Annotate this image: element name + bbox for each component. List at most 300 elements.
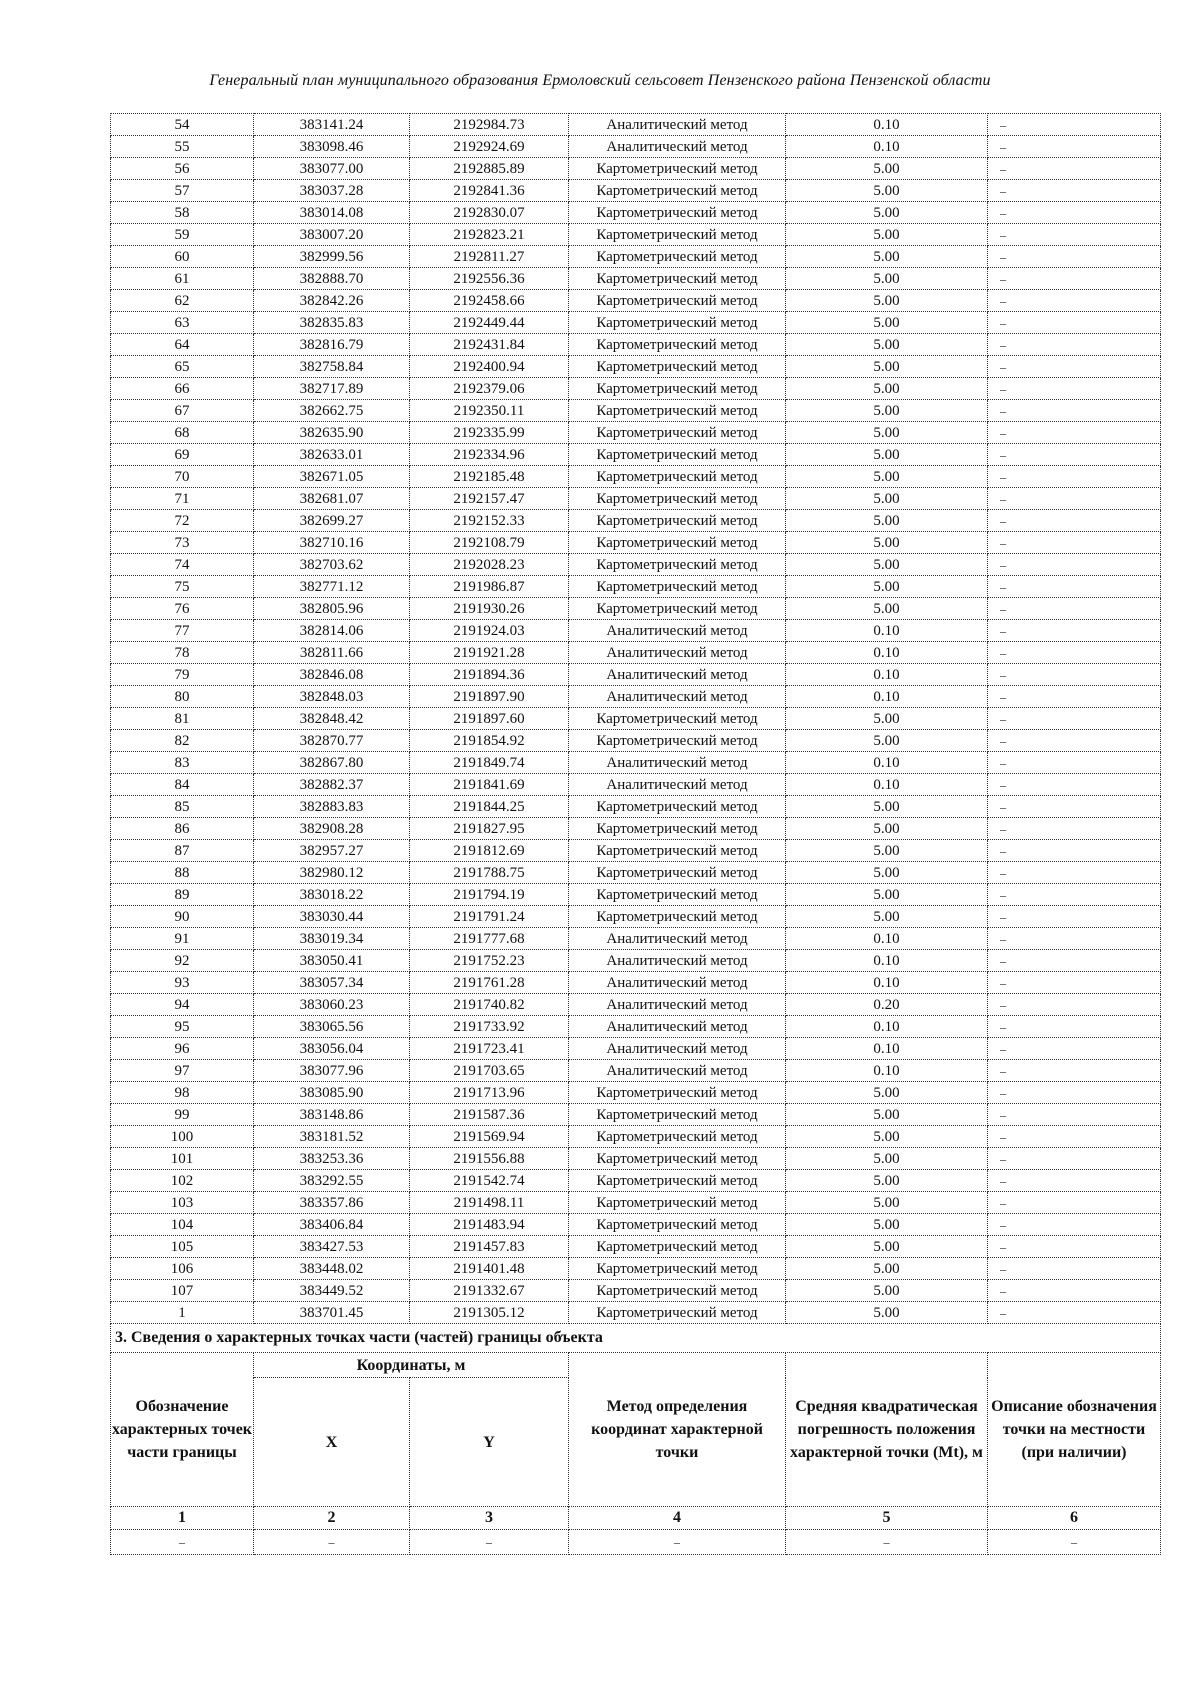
y-coordinate-cell: 2192431.84	[410, 334, 569, 356]
y-coordinate-cell: 2191930.26	[410, 598, 569, 620]
column-number-1: 1	[111, 1507, 254, 1530]
point-number-cell: 93	[111, 972, 254, 994]
y-coordinate-cell: 2192379.06	[410, 378, 569, 400]
table-row	[111, 620, 1161, 642]
y-coordinate-cell: 2191305.12	[410, 1302, 569, 1324]
x-coordinate-cell: 383007.20	[254, 224, 410, 246]
column-number-6: 6	[988, 1507, 1161, 1530]
x-coordinate-cell: 382699.27	[254, 510, 410, 532]
accuracy-cell: 5.00	[786, 598, 988, 620]
remark-cell: –	[988, 488, 1161, 510]
remark-cell: –	[988, 1192, 1161, 1214]
remark-cell: –	[988, 620, 1161, 642]
method-cell: Картометрический метод	[569, 1214, 786, 1236]
method-cell: Картометрический метод	[569, 290, 786, 312]
remark-cell: –	[988, 752, 1161, 774]
accuracy-cell: 5.00	[786, 1148, 988, 1170]
y-coordinate-cell: 2191752.23	[410, 950, 569, 972]
y-coordinate-cell: 2191897.60	[410, 708, 569, 730]
point-number-cell: 97	[111, 1060, 254, 1082]
table-row	[111, 466, 1161, 488]
x-coordinate-cell: 382835.83	[254, 312, 410, 334]
x-coordinate-cell: 383448.02	[254, 1258, 410, 1280]
y-coordinate-cell: 2192449.44	[410, 312, 569, 334]
method-cell: Аналитический метод	[569, 620, 786, 642]
table-row	[111, 752, 1161, 774]
table-row	[111, 268, 1161, 290]
point-number-cell: 106	[111, 1258, 254, 1280]
table-row	[111, 1302, 1161, 1324]
method-cell: Картометрический метод	[569, 356, 786, 378]
method-cell: Картометрический метод	[569, 1104, 786, 1126]
accuracy-cell: 5.00	[786, 1104, 988, 1126]
point-number-cell: 81	[111, 708, 254, 730]
y-coordinate-cell: 2192334.96	[410, 444, 569, 466]
table-row	[111, 950, 1161, 972]
point-number-cell: 66	[111, 378, 254, 400]
method-cell: Картометрический метод	[569, 180, 786, 202]
point-number-cell: 88	[111, 862, 254, 884]
remark-cell: –	[988, 246, 1161, 268]
table-row	[111, 1214, 1161, 1236]
accuracy-cell: 5.00	[786, 444, 988, 466]
point-number-cell: 67	[111, 400, 254, 422]
table-row	[111, 708, 1161, 730]
method-cell: Картометрический метод	[569, 1280, 786, 1302]
accuracy-cell: 5.00	[786, 1170, 988, 1192]
accuracy-cell: 5.00	[786, 554, 988, 576]
y-coordinate-cell: 2191733.92	[410, 1016, 569, 1038]
remark-cell: –	[988, 1038, 1161, 1060]
point-number-cell: 78	[111, 642, 254, 664]
remark-cell: –	[988, 532, 1161, 554]
section-3-title: 3. Сведения о характерных точках части (частей) границы объекта	[111, 1324, 1161, 1353]
accuracy-cell: 5.00	[786, 246, 988, 268]
point-number-cell: 74	[111, 554, 254, 576]
table-row	[111, 356, 1161, 378]
method-cell: Картометрический метод	[569, 796, 786, 818]
table-row	[111, 774, 1161, 796]
method-cell: Аналитический метод	[569, 686, 786, 708]
table-row	[111, 1016, 1161, 1038]
x-coordinate-cell: 382703.62	[254, 554, 410, 576]
empty-cell: –	[254, 1530, 410, 1555]
method-cell: Картометрический метод	[569, 1126, 786, 1148]
table-row	[111, 972, 1161, 994]
x-coordinate-cell: 382883.83	[254, 796, 410, 818]
document-header: Генеральный план муниципального образования Ермоловский сельсовет Пензенского района Пензенской области	[209, 72, 991, 89]
remark-cell: –	[988, 202, 1161, 224]
x-coordinate-cell: 383018.22	[254, 884, 410, 906]
table-row	[111, 554, 1161, 576]
point-number-cell: 98	[111, 1082, 254, 1104]
method-cell: Аналитический метод	[569, 1038, 786, 1060]
table-row	[111, 114, 1161, 136]
x-coordinate-cell: 383141.24	[254, 114, 410, 136]
table-row	[111, 906, 1161, 928]
x-coordinate-cell: 383449.52	[254, 1280, 410, 1302]
accuracy-cell: 0.10	[786, 950, 988, 972]
remark-cell: –	[988, 1082, 1161, 1104]
accuracy-cell: 5.00	[786, 708, 988, 730]
point-number-cell: 63	[111, 312, 254, 334]
accuracy-cell: 0.10	[786, 686, 988, 708]
point-number-cell: 56	[111, 158, 254, 180]
y-coordinate-cell: 2191761.28	[410, 972, 569, 994]
remark-cell: –	[988, 510, 1161, 532]
remark-cell: –	[988, 1016, 1161, 1038]
accuracy-cell: 0.10	[786, 972, 988, 994]
header-accuracy: Средняя квадратическая погрешность положения характерной точки (Mt), м	[786, 1353, 988, 1507]
method-cell: Аналитический метод	[569, 774, 786, 796]
remark-cell: –	[988, 1126, 1161, 1148]
y-coordinate-cell: 2191542.74	[410, 1170, 569, 1192]
table-row	[111, 1104, 1161, 1126]
x-coordinate-cell: 382999.56	[254, 246, 410, 268]
point-number-cell: 58	[111, 202, 254, 224]
accuracy-cell: 5.00	[786, 1280, 988, 1302]
x-coordinate-cell: 382848.42	[254, 708, 410, 730]
remark-cell: –	[988, 862, 1161, 884]
method-cell: Картометрический метод	[569, 730, 786, 752]
accuracy-cell: 5.00	[786, 268, 988, 290]
point-number-cell: 70	[111, 466, 254, 488]
accuracy-cell: 0.10	[786, 114, 988, 136]
x-coordinate-cell: 382888.70	[254, 268, 410, 290]
y-coordinate-cell: 2192108.79	[410, 532, 569, 554]
remark-cell: –	[988, 774, 1161, 796]
y-coordinate-cell: 2192350.11	[410, 400, 569, 422]
method-cell: Картометрический метод	[569, 202, 786, 224]
table-row	[111, 1126, 1161, 1148]
point-number-cell: 72	[111, 510, 254, 532]
method-cell: Картометрический метод	[569, 422, 786, 444]
remark-cell: –	[988, 906, 1161, 928]
point-number-cell: 68	[111, 422, 254, 444]
point-number-cell: 103	[111, 1192, 254, 1214]
y-coordinate-cell: 2191844.25	[410, 796, 569, 818]
accuracy-cell: 5.00	[786, 884, 988, 906]
table-row	[111, 510, 1161, 532]
accuracy-cell: 5.00	[786, 290, 988, 312]
accuracy-cell: 0.10	[786, 1060, 988, 1082]
y-coordinate-cell: 2191849.74	[410, 752, 569, 774]
point-number-cell: 107	[111, 1280, 254, 1302]
x-coordinate-cell: 382842.26	[254, 290, 410, 312]
accuracy-cell: 5.00	[786, 730, 988, 752]
method-cell: Картометрический метод	[569, 1302, 786, 1324]
remark-cell: –	[988, 972, 1161, 994]
method-cell: Аналитический метод	[569, 950, 786, 972]
table-row	[111, 642, 1161, 664]
table-row	[111, 1082, 1161, 1104]
accuracy-cell: 5.00	[786, 356, 988, 378]
x-coordinate-cell: 382814.06	[254, 620, 410, 642]
method-cell: Картометрический метод	[569, 906, 786, 928]
table-row	[111, 202, 1161, 224]
table-row	[111, 928, 1161, 950]
accuracy-cell: 5.00	[786, 818, 988, 840]
point-number-cell: 95	[111, 1016, 254, 1038]
table-row	[111, 862, 1161, 884]
method-cell: Картометрический метод	[569, 466, 786, 488]
y-coordinate-cell: 2191498.11	[410, 1192, 569, 1214]
method-cell: Картометрический метод	[569, 1148, 786, 1170]
remark-cell: –	[988, 114, 1161, 136]
point-number-cell: 96	[111, 1038, 254, 1060]
table-row	[111, 290, 1161, 312]
accuracy-cell: 0.10	[786, 1016, 988, 1038]
y-coordinate-cell: 2191827.95	[410, 818, 569, 840]
x-coordinate-cell: 382957.27	[254, 840, 410, 862]
table-row	[111, 312, 1161, 334]
accuracy-cell: 5.00	[786, 378, 988, 400]
remark-cell: –	[988, 1104, 1161, 1126]
accuracy-cell: 5.00	[786, 1082, 988, 1104]
point-number-cell: 94	[111, 994, 254, 1016]
table-row	[111, 730, 1161, 752]
y-coordinate-cell: 2192841.36	[410, 180, 569, 202]
table-row	[111, 576, 1161, 598]
x-coordinate-cell: 383077.96	[254, 1060, 410, 1082]
remark-cell: –	[988, 818, 1161, 840]
accuracy-cell: 5.00	[786, 422, 988, 444]
x-coordinate-cell: 383357.86	[254, 1192, 410, 1214]
table-row	[111, 1258, 1161, 1280]
table-row	[111, 1192, 1161, 1214]
x-coordinate-cell: 382811.66	[254, 642, 410, 664]
method-cell: Картометрический метод	[569, 532, 786, 554]
point-number-cell: 60	[111, 246, 254, 268]
method-cell: Картометрический метод	[569, 840, 786, 862]
remark-cell: –	[988, 422, 1161, 444]
table-row	[111, 1170, 1161, 1192]
empty-cell: –	[786, 1530, 988, 1555]
remark-cell: –	[988, 444, 1161, 466]
x-coordinate-cell: 383148.86	[254, 1104, 410, 1126]
x-coordinate-cell: 383057.34	[254, 972, 410, 994]
accuracy-cell: 5.00	[786, 1214, 988, 1236]
accuracy-cell: 5.00	[786, 1302, 988, 1324]
remark-cell: –	[988, 1280, 1161, 1302]
method-cell: Картометрический метод	[569, 1170, 786, 1192]
method-cell: Картометрический метод	[569, 884, 786, 906]
x-coordinate-cell: 382848.03	[254, 686, 410, 708]
table-row	[111, 400, 1161, 422]
point-number-cell: 69	[111, 444, 254, 466]
y-coordinate-cell: 2192028.23	[410, 554, 569, 576]
point-number-cell: 61	[111, 268, 254, 290]
y-coordinate-cell: 2192152.33	[410, 510, 569, 532]
point-number-cell: 55	[111, 136, 254, 158]
point-number-cell: 101	[111, 1148, 254, 1170]
y-coordinate-cell: 2191788.75	[410, 862, 569, 884]
y-coordinate-cell: 2191854.92	[410, 730, 569, 752]
point-number-cell: 71	[111, 488, 254, 510]
table-row	[111, 796, 1161, 818]
method-cell: Картометрический метод	[569, 224, 786, 246]
x-coordinate-cell: 382816.79	[254, 334, 410, 356]
x-coordinate-cell: 383014.08	[254, 202, 410, 224]
accuracy-cell: 5.00	[786, 400, 988, 422]
remark-cell: –	[988, 884, 1161, 906]
point-number-cell: 90	[111, 906, 254, 928]
point-number-cell: 91	[111, 928, 254, 950]
header-x: X	[254, 1378, 410, 1507]
remark-cell: –	[988, 400, 1161, 422]
point-number-cell: 73	[111, 532, 254, 554]
remark-cell: –	[988, 1236, 1161, 1258]
point-number-cell: 59	[111, 224, 254, 246]
y-coordinate-cell: 2191841.69	[410, 774, 569, 796]
y-coordinate-cell: 2192984.73	[410, 114, 569, 136]
remark-cell: –	[988, 136, 1161, 158]
table-row	[111, 664, 1161, 686]
table-row	[111, 1060, 1161, 1082]
point-number-cell: 105	[111, 1236, 254, 1258]
y-coordinate-cell: 2191587.36	[410, 1104, 569, 1126]
accuracy-cell: 5.00	[786, 576, 988, 598]
x-coordinate-cell: 382980.12	[254, 862, 410, 884]
point-number-cell: 80	[111, 686, 254, 708]
x-coordinate-cell: 383427.53	[254, 1236, 410, 1258]
empty-cell: –	[410, 1530, 569, 1555]
x-coordinate-cell: 382662.75	[254, 400, 410, 422]
point-number-cell: 92	[111, 950, 254, 972]
method-cell: Картометрический метод	[569, 818, 786, 840]
column-number-5: 5	[786, 1507, 988, 1530]
accuracy-cell: 5.00	[786, 488, 988, 510]
x-coordinate-cell: 383037.28	[254, 180, 410, 202]
x-coordinate-cell: 383181.52	[254, 1126, 410, 1148]
accuracy-cell: 0.20	[786, 994, 988, 1016]
table-row	[111, 224, 1161, 246]
point-number-cell: 64	[111, 334, 254, 356]
header-method: Метод определения координат характерной точки	[569, 1353, 786, 1507]
remark-cell: –	[988, 1258, 1161, 1280]
method-cell: Картометрический метод	[569, 378, 786, 400]
accuracy-cell: 0.10	[786, 1038, 988, 1060]
x-coordinate-cell: 383060.23	[254, 994, 410, 1016]
x-coordinate-cell: 383701.45	[254, 1302, 410, 1324]
table-row	[111, 1148, 1161, 1170]
x-coordinate-cell: 383098.46	[254, 136, 410, 158]
method-cell: Картометрический метод	[569, 488, 786, 510]
remark-cell: –	[988, 576, 1161, 598]
x-coordinate-cell: 383292.55	[254, 1170, 410, 1192]
table-row	[111, 488, 1161, 510]
header-coordinates: Координаты, м	[254, 1353, 569, 1378]
point-number-cell: 82	[111, 730, 254, 752]
accuracy-cell: 5.00	[786, 796, 988, 818]
accuracy-cell: 0.10	[786, 752, 988, 774]
remark-cell: –	[988, 224, 1161, 246]
y-coordinate-cell: 2192924.69	[410, 136, 569, 158]
method-cell: Аналитический метод	[569, 114, 786, 136]
x-coordinate-cell: 383077.00	[254, 158, 410, 180]
remark-cell: –	[988, 180, 1161, 202]
accuracy-cell: 5.00	[786, 906, 988, 928]
point-number-cell: 100	[111, 1126, 254, 1148]
y-coordinate-cell: 2191897.90	[410, 686, 569, 708]
method-cell: Картометрический метод	[569, 1236, 786, 1258]
accuracy-cell: 0.10	[786, 620, 988, 642]
x-coordinate-cell: 382681.07	[254, 488, 410, 510]
method-cell: Аналитический метод	[569, 664, 786, 686]
y-coordinate-cell: 2192830.07	[410, 202, 569, 224]
point-number-cell: 86	[111, 818, 254, 840]
accuracy-cell: 0.10	[786, 774, 988, 796]
method-cell: Аналитический метод	[569, 642, 786, 664]
column-number-3: 3	[410, 1507, 569, 1530]
method-cell: Аналитический метод	[569, 928, 786, 950]
remark-cell: –	[988, 730, 1161, 752]
accuracy-cell: 5.00	[786, 1192, 988, 1214]
table-row	[111, 246, 1161, 268]
remark-cell: –	[988, 1170, 1161, 1192]
accuracy-cell: 5.00	[786, 158, 988, 180]
remark-cell: –	[988, 268, 1161, 290]
table-row	[111, 686, 1161, 708]
y-coordinate-cell: 2191740.82	[410, 994, 569, 1016]
remark-cell: –	[988, 466, 1161, 488]
point-number-cell: 75	[111, 576, 254, 598]
remark-cell: –	[988, 796, 1161, 818]
point-number-cell: 76	[111, 598, 254, 620]
column-number-2: 2	[254, 1507, 410, 1530]
x-coordinate-cell: 383056.04	[254, 1038, 410, 1060]
remark-cell: –	[988, 708, 1161, 730]
x-coordinate-cell: 383030.44	[254, 906, 410, 928]
point-number-cell: 102	[111, 1170, 254, 1192]
x-coordinate-cell: 382717.89	[254, 378, 410, 400]
y-coordinate-cell: 2192458.66	[410, 290, 569, 312]
y-coordinate-cell: 2192885.89	[410, 158, 569, 180]
accuracy-cell: 5.00	[786, 1258, 988, 1280]
table-row	[111, 840, 1161, 862]
x-coordinate-cell: 382771.12	[254, 576, 410, 598]
point-number-cell: 89	[111, 884, 254, 906]
header-y: Y	[410, 1378, 569, 1507]
remark-cell: –	[988, 1214, 1161, 1236]
table-row	[111, 422, 1161, 444]
accuracy-cell: 5.00	[786, 862, 988, 884]
point-number-cell: 79	[111, 664, 254, 686]
remark-cell: –	[988, 378, 1161, 400]
accuracy-cell: 5.00	[786, 202, 988, 224]
x-coordinate-cell: 382633.01	[254, 444, 410, 466]
point-number-cell: 87	[111, 840, 254, 862]
y-coordinate-cell: 2191986.87	[410, 576, 569, 598]
table-row	[111, 180, 1161, 202]
point-number-cell: 83	[111, 752, 254, 774]
empty-cell: –	[988, 1530, 1161, 1555]
remark-cell: –	[988, 642, 1161, 664]
table-row	[111, 378, 1161, 400]
method-cell: Картометрический метод	[569, 1192, 786, 1214]
y-coordinate-cell: 2192400.94	[410, 356, 569, 378]
method-cell: Картометрический метод	[569, 444, 786, 466]
point-number-cell: 99	[111, 1104, 254, 1126]
x-coordinate-cell: 382758.84	[254, 356, 410, 378]
accuracy-cell: 5.00	[786, 510, 988, 532]
point-number-cell: 84	[111, 774, 254, 796]
y-coordinate-cell: 2191483.94	[410, 1214, 569, 1236]
header-point-designation: Обозначение характерных точек части границы	[111, 1353, 254, 1507]
empty-cell: –	[111, 1530, 254, 1555]
x-coordinate-cell: 382846.08	[254, 664, 410, 686]
y-coordinate-cell: 2192556.36	[410, 268, 569, 290]
